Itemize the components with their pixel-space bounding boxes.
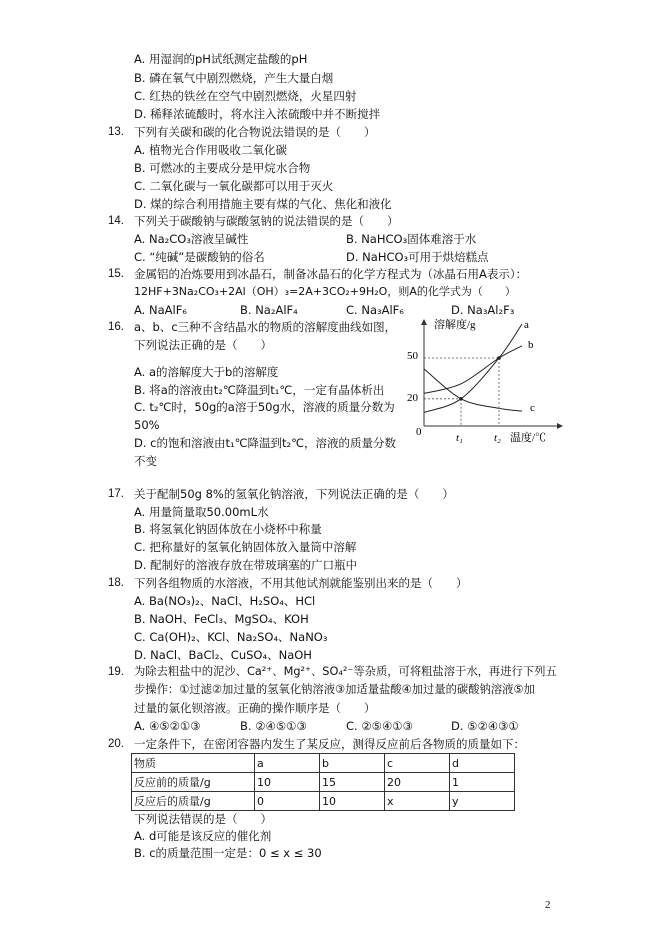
- q15-option-a: A. NaAlF₆: [134, 303, 187, 317]
- q16-number: 16.: [108, 321, 124, 333]
- q19-option-b: B. ②④⑤①③: [240, 719, 307, 733]
- q18-number: 18.: [108, 577, 124, 589]
- q18-stem: 下列各组物质的水溶液，不用其他试剂就能鉴别出来的是（ ）: [134, 576, 468, 590]
- intersection-point-t₁: [459, 397, 463, 401]
- q12-option-b: B. 磷在氧气中剧烈燃烧，产生大量白烟: [134, 71, 334, 85]
- q20-option-b: B. c的质量范围一定是：0 ≤ x ≤ 30: [134, 846, 322, 860]
- series-label-c: c: [530, 402, 535, 414]
- y-axis-label: 溶解度/g: [434, 319, 476, 331]
- q15-option-b: B. Na₂AlF₄: [240, 303, 298, 317]
- q16-option-c: C. t₂℃时，50g的a溶于50g水，溶液的质量分数为: [134, 400, 395, 414]
- table-cell: 0: [255, 792, 320, 811]
- q16-option-d-cont: 不变: [134, 454, 157, 468]
- series-label-b: b: [528, 339, 534, 351]
- q14-number: 14.: [108, 215, 124, 227]
- q16-option-a: A. a的溶解度大于b的溶解度: [134, 365, 279, 379]
- q19-option-d: D. ⑤②④③①: [451, 719, 519, 733]
- q19-stem-line2: 步操作：①过滤②加过量的氢氧化钠溶液③加适量盐酸④加过量的碳酸钠溶液⑤加: [134, 683, 535, 696]
- table-cell: 1: [450, 773, 515, 792]
- q19-option-c: C. ②⑤④①③: [346, 719, 413, 733]
- x-axis-label: 温度/℃: [510, 432, 547, 444]
- q20-option-a: A. d可能是该反应的催化剂: [134, 829, 272, 843]
- table-cell: 15: [320, 773, 385, 792]
- q13-option-a: A. 植物光合作用吸收二氧化碳: [134, 143, 287, 157]
- q16-stem-line1: a、b、c三种不含结晶水的物质的溶解度曲线如图，: [134, 320, 397, 334]
- q17-stem: 关于配制50g 8%的氢氧化钠溶液，下列说法正确的是（ ）: [134, 487, 454, 501]
- q12-option-d: D. 稀释浓硫酸时，将水注入浓硫酸中并不断搅拌: [134, 107, 381, 121]
- q18-option-d: D. NaCl、BaCl₂、CuSO₄、NaOH: [134, 648, 312, 662]
- intersection-point-t₂: [497, 356, 501, 360]
- q16-stem-line2: 下列说法正确的是（ ）: [134, 338, 272, 352]
- q17-option-d: D. 配制好的溶液存放在带玻璃塞的广口瓶中: [134, 558, 358, 572]
- q18-option-a: A. Ba(NO₃)₂、NaCl、H₂SO₄、HCl: [134, 594, 316, 608]
- table-cell: b: [320, 754, 385, 773]
- q15-option-c: C. Na₃AlF₆: [346, 303, 404, 317]
- q14-option-b: B. NaHCO₃固体难溶于水: [346, 232, 477, 246]
- table-row: [132, 773, 515, 792]
- q14-stem: 下列关于碳酸钠与碳酸氢钠的说法错误的是（ ）: [134, 214, 399, 228]
- table-cell: 物质: [132, 754, 255, 773]
- table-cell: a: [255, 754, 320, 773]
- q13-number: 13.: [108, 126, 124, 138]
- x-tick-t2: t₂: [494, 432, 501, 444]
- q20-number: 20.: [108, 738, 124, 750]
- solubility-curve-chart: [404, 314, 569, 448]
- q16-option-b: B. 将a的溶液由t₂℃降温到t₁℃，一定有晶体析出: [134, 383, 385, 397]
- q18-option-b: B. NaOH、FeCl₃、MgSO₄、KOH: [134, 612, 309, 626]
- table-cell: y: [450, 792, 515, 811]
- page-number: 2: [545, 899, 551, 911]
- q19-option-a: A. ④⑤②①③: [134, 719, 201, 733]
- y-tick-50: 50: [407, 350, 418, 362]
- q19-number: 19.: [108, 666, 124, 678]
- q20-stem: 一定条件下，在密闭容器内发生了某反应，测得反应前后各物质的质量如下：: [134, 737, 525, 751]
- table-cell: 10: [255, 773, 320, 792]
- table-cell: c: [385, 754, 450, 773]
- q15-equation: 12HF+3Na₂CO₃+2Al（OH）₃=2A+3CO₂+9H₂O，则A的化学式为（ ）: [134, 285, 516, 298]
- q14-option-a: A. Na₂CO₃溶液呈碱性: [134, 232, 249, 246]
- q12-option-a: A. 用湿润的pH试纸测定盐酸的pH: [134, 52, 308, 66]
- q16-option-c-cont: 50%: [134, 418, 160, 432]
- table-cell: 反应后的质量/g: [132, 792, 255, 811]
- origin-label: 0: [416, 426, 422, 438]
- curve-b: [424, 346, 522, 394]
- q16-option-d: D. c的饱和溶液由t₁℃降温到t₂℃，溶液的质量分数: [134, 436, 397, 450]
- table-cell: 20: [385, 773, 450, 792]
- q13-option-d: D. 煤的综合利用措施主要有煤的气化、焦化和液化: [134, 197, 392, 211]
- series-label-a: a: [524, 319, 529, 331]
- q13-option-c: C. 二氧化碳与一氧化碳都可以用于灭火: [134, 179, 334, 193]
- table-cell: 10: [320, 792, 385, 811]
- table-cell: d: [450, 754, 515, 773]
- q17-option-a: A. 用量筒量取50.00mL水: [134, 505, 269, 519]
- table-cell: x: [385, 792, 450, 811]
- q15-stem: 金属铝的冶炼要用到冰晶石，制备冰晶石的化学方程式为（冰晶石用A表示）：: [134, 267, 528, 281]
- q19-stem-line3: 过量的氯化钡溶液。正确的操作顺序是（ ）: [134, 701, 376, 715]
- q14-option-c: C. “纯碱”是碳酸钠的俗名: [134, 250, 265, 264]
- curve-a: [424, 324, 522, 412]
- q15-option-d: D. Na₃Al₂F₃: [451, 303, 515, 317]
- x-tick-t1: t₁: [456, 432, 463, 444]
- q13-stem: 下列有关碳和碳的化合物说法错误的是（ ）: [134, 125, 376, 139]
- q13-option-b: B. 可燃冰的主要成分是甲烷水合物: [134, 161, 311, 175]
- table-header-row: [132, 754, 515, 773]
- q18-option-c: C. Ca(OH)₂、KCl、Na₂SO₄、NaNO₃: [134, 630, 328, 644]
- table-row: [132, 792, 515, 811]
- y-tick-20: 20: [407, 392, 418, 404]
- q15-number: 15.: [108, 268, 124, 280]
- q17-option-b: B. 将氢氧化钠固体放在小烧杯中称量: [134, 522, 322, 536]
- q12-option-c: C. 红热的铁丝在空气中剧烈燃烧，火星四射: [134, 89, 357, 103]
- q19-stem-line1: 为除去粗盐中的泥沙、Ca²⁺、Mg²⁺、SO₄²⁻等杂质，可将粗盐溶于水，再进行下列五: [134, 665, 557, 678]
- mass-table: [131, 753, 515, 811]
- q20-question: 下列说法错误的是（ ）: [134, 812, 272, 826]
- q17-option-c: C. 把称量好的氢氧化钠固体放入量筒中溶解: [134, 540, 357, 554]
- table-cell: 反应前的质量/g: [132, 773, 255, 792]
- q14-option-d: D. NaHCO₃可用于烘焙糕点: [346, 250, 489, 264]
- q17-number: 17.: [108, 488, 124, 500]
